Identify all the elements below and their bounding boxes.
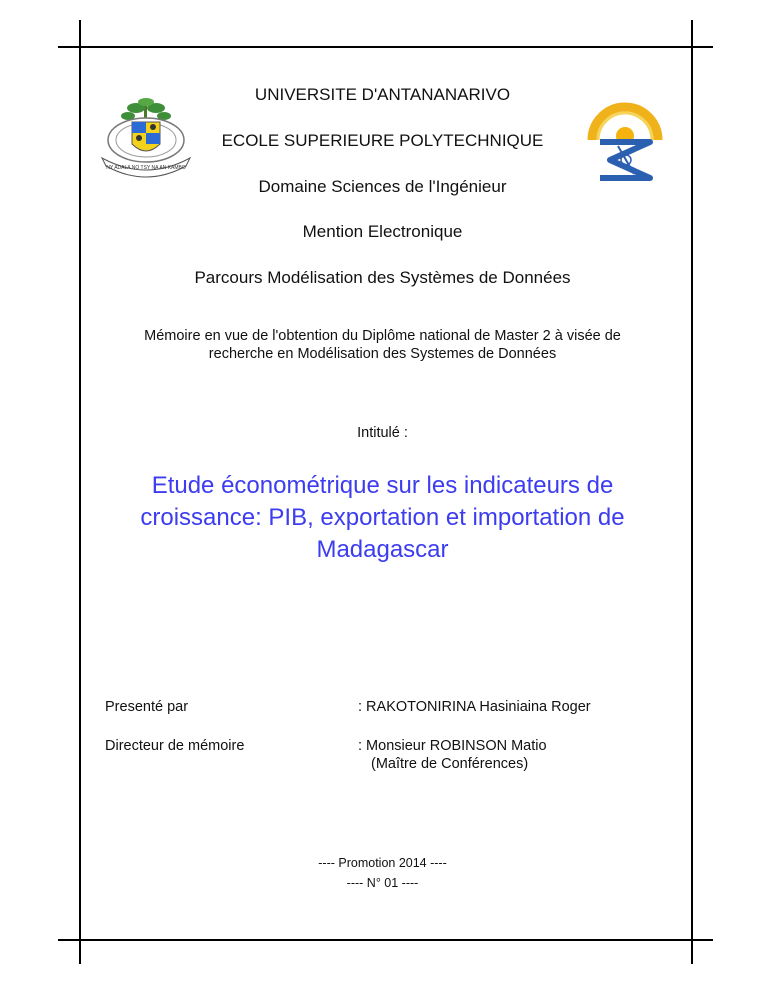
thesis-title-line-1: Etude économétrique sur les indicateurs de	[151, 472, 614, 499]
university-name: UNIVERSITE D'ANTANANARIVO	[254, 85, 511, 104]
memoire-line-1: Mémoire en vue de l'obtention du Diplôme national de Master 2 à visée de	[144, 328, 621, 344]
thesis-title-line-3: Madagascar	[316, 536, 449, 563]
director-value: : Monsieur ROBINSON Matio	[358, 738, 547, 754]
bottom-rule	[58, 939, 713, 941]
presented-by-label: Presenté par	[105, 699, 189, 715]
mention-line: Mention Electronique	[302, 222, 463, 241]
domain-line: Domaine Sciences de l'Ingénieur	[258, 177, 507, 196]
director-title: (Maître de Conférences)	[371, 756, 529, 772]
number-line: ---- N° 01 ----	[346, 876, 419, 890]
memoire-line-2: recherche en Modélisation des Systemes de Données	[208, 346, 557, 362]
thesis-title-line-2: croissance: PIB, exportation et importation de	[140, 504, 625, 531]
director-label: Directeur de mémoire	[105, 738, 245, 754]
top-rule	[58, 46, 713, 48]
svg-text:NY ADALA NO TSY NA AN KAMBO: NY ADALA NO TSY NA AN KAMBO	[106, 165, 186, 171]
school-name: ECOLE SUPERIEURE POLYTECHNIQUE	[221, 131, 544, 150]
intitule-label: Intitulé :	[357, 425, 408, 441]
promotion-line: ---- Promotion 2014 ----	[318, 856, 447, 870]
presented-by-value: : RAKOTONIRINA Hasiniaina Roger	[358, 699, 591, 715]
parcours-line: Parcours Modélisation des Systèmes de Données	[194, 268, 571, 287]
